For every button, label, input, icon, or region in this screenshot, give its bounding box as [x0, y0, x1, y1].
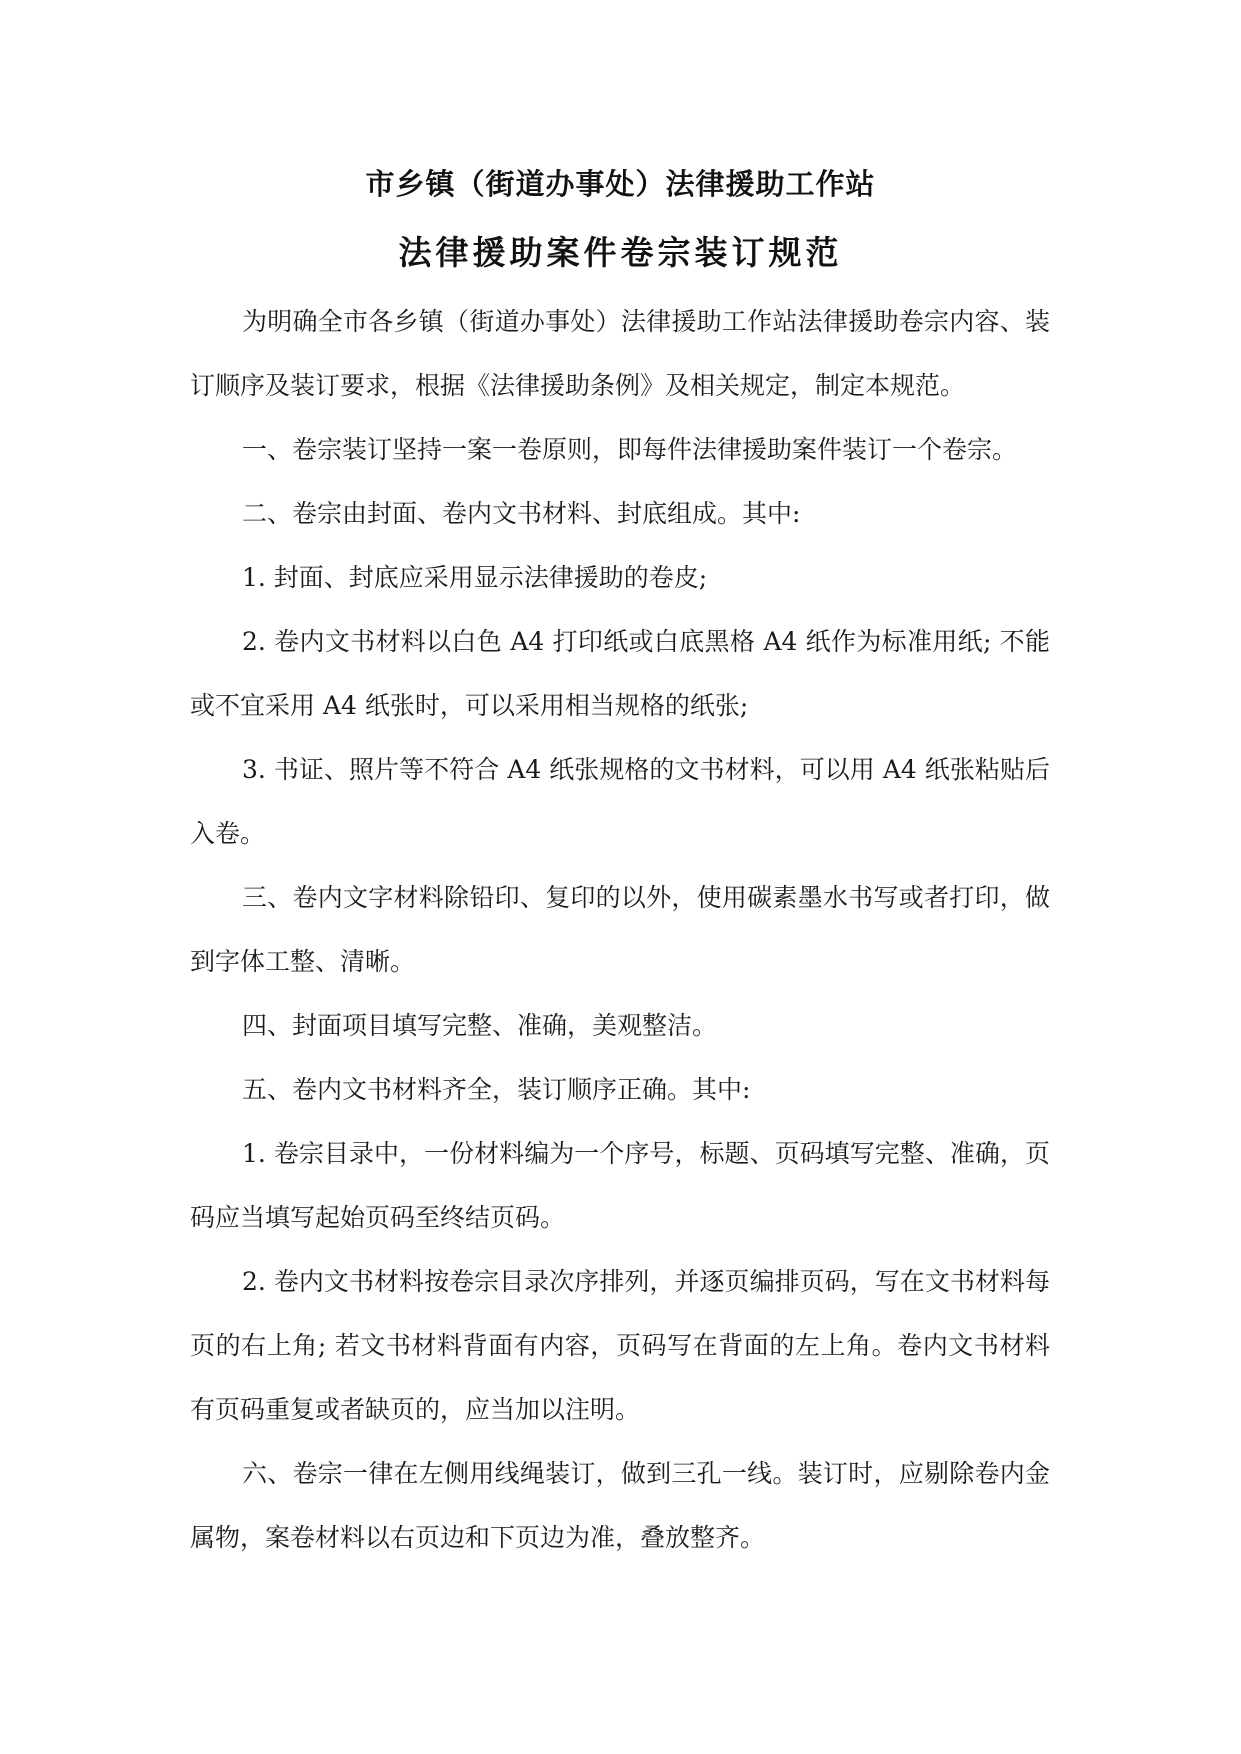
paragraph-section-4: 四、封面项目填写完整、准确，美观整洁。	[242, 1011, 718, 1040]
paragraph-section-5: 五、卷内文书材料齐全，装订顺序正确。其中:	[242, 1075, 751, 1104]
paragraph-section-6: 六、卷宗一律在左侧用线绳装订，做到三孔一线。装订时，应剔除卷内金属物，案卷材料以右页边和下页边为准，叠放整齐。	[190, 1459, 1050, 1552]
paragraph-section-5-item-2: 2. 卷内文书材料按卷宗目录次序排列，并逐页编排页码，写在文书材料每页的右上角; 若文书材料背面有内容，页码写在背面的左上角。卷内文书材料有页码重复或者缺页的，应当加以注明。	[190, 1267, 1050, 1424]
paragraph-section-2-item-1: 1. 封面、封底应采用显示法律援助的卷皮;	[242, 563, 708, 592]
document-title-line-2: 法律援助案件卷宗装订规范	[398, 233, 843, 272]
paragraph-section-2-item-3: 3. 书证、照片等不符合 A4 纸张规格的文书材料，可以用 A4 纸张粘贴后入卷。	[190, 755, 1050, 848]
paragraph-intro: 为明确全市各乡镇（街道办事处）法律援助工作站法律援助卷宗内容、装订顺序及装订要求，根据《法律援助条例》及相关规定，制定本规范。	[190, 307, 1050, 400]
paragraph-section-5-item-1: 1. 卷宗目录中，一份材料编为一个序号，标题、页码填写完整、准确，页码应当填写起始页码至终结页码。	[190, 1139, 1050, 1232]
paragraph-section-2: 二、卷宗由封面、卷内文书材料、封底组成。其中:	[242, 499, 801, 528]
paragraph-section-1: 一、卷宗装订坚持一案一卷原则，即每件法律援助案件装订一个卷宗。	[242, 435, 1018, 464]
document-body	[190, 290, 1050, 1570]
paragraph-section-3: 三、卷内文字材料除铅印、复印的以外，使用碳素墨水书写或者打印，做到字体工整、清晰。	[190, 883, 1050, 976]
paragraph-section-2-item-2: 2. 卷内文书材料以白色 A4 打印纸或白底黑格 A4 纸作为标准用纸; 不能或不宜采用 A4 纸张时，可以采用相当规格的纸张;	[190, 627, 1050, 720]
document-title-line-1: 市乡镇（街道办事处）法律援助工作站	[365, 167, 876, 201]
